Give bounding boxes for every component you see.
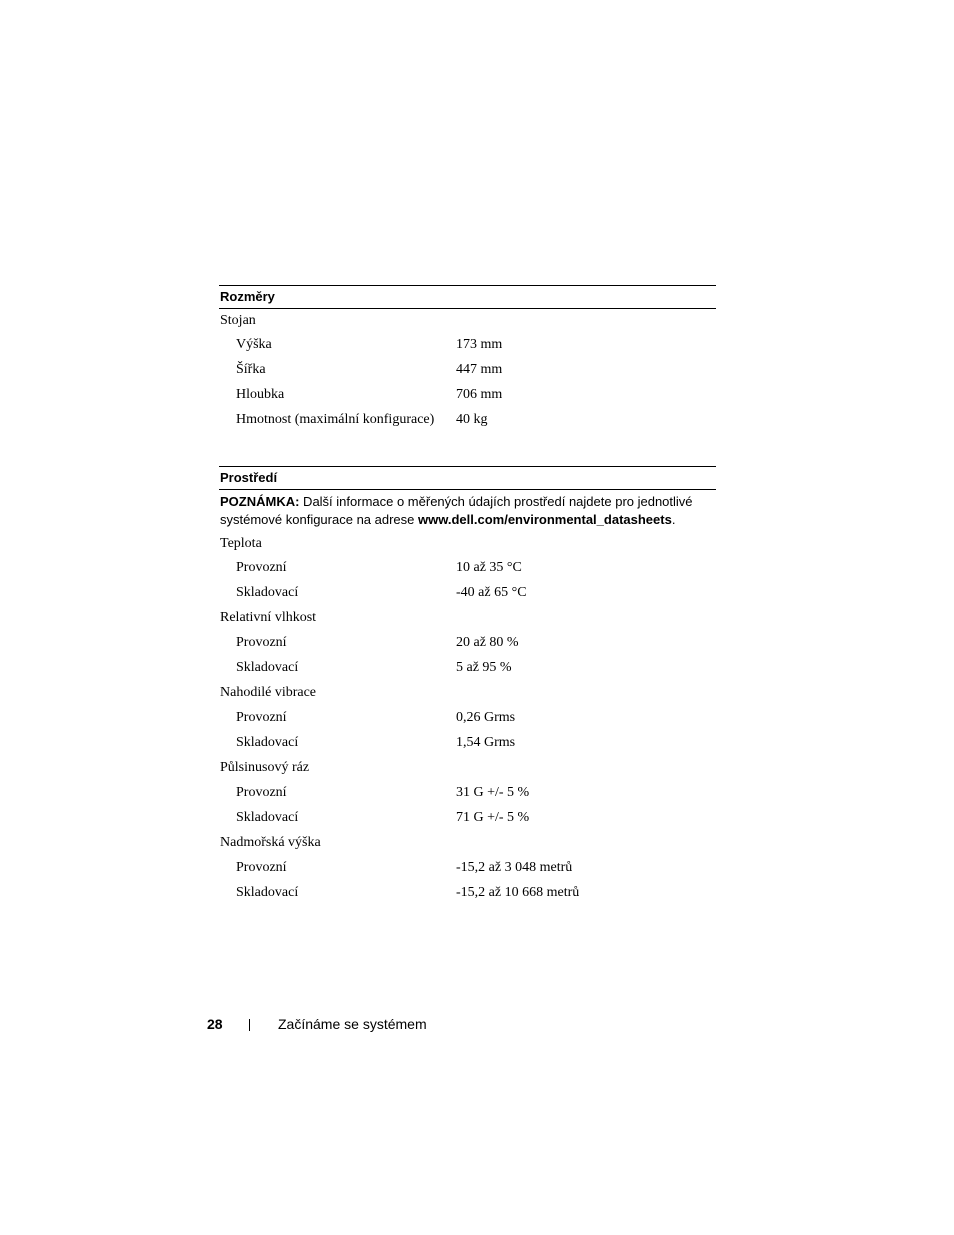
dimension-value-width: 447 mm: [456, 362, 503, 377]
env-label-shock-storage: Skladovací: [236, 810, 299, 825]
env-label-altitude-storage: Skladovací: [236, 885, 299, 900]
env-value-humidity-operating: 20 až 80 %: [456, 635, 519, 650]
dimension-label-weight: Hmotnost (maximální konfigurace): [236, 412, 435, 427]
env-group-humidity: Relativní vlhkost: [220, 610, 317, 625]
note-text: Další informace o měřených údajích prostředí najdete pro jednotlivé systémové konfigurace na adrese: [220, 494, 693, 527]
env-value-temp-storage: -40 až 65 °C: [456, 585, 527, 600]
env-value-humidity-storage: 5 až 95 %: [456, 660, 512, 675]
env-label-temp-operating: Provozní: [236, 560, 287, 575]
note-link[interactable]: www.dell.com/environmental_datasheets: [418, 512, 672, 527]
footer-separator: [249, 1019, 250, 1031]
dimension-label-width: Šířka: [236, 362, 266, 377]
env-label-humidity-storage: Skladovací: [236, 660, 299, 675]
env-value-shock-storage: 71 G +/- 5 %: [456, 810, 530, 825]
env-group-temperature: Teplota: [220, 536, 262, 551]
dimension-value-depth: 706 mm: [456, 387, 503, 402]
env-value-altitude-operating: -15,2 až 3 048 metrů: [456, 860, 573, 875]
env-label-shock-operating: Provozní: [236, 785, 287, 800]
env-value-vibration-operating: 0,26 Grms: [456, 710, 516, 725]
env-label-vibration-storage: Skladovací: [236, 735, 299, 750]
dimensions-group-stand: Stojan: [220, 313, 256, 328]
environment-note: [220, 493, 720, 529]
env-value-altitude-storage: -15,2 až 10 668 metrů: [456, 885, 580, 900]
env-label-altitude-operating: Provozní: [236, 860, 287, 875]
note-label: POZNÁMKA:: [220, 494, 300, 509]
dimension-value-weight: 40 kg: [456, 412, 488, 427]
note-text-end: .: [671, 512, 676, 527]
env-value-shock-operating: 31 G +/- 5 %: [456, 785, 530, 800]
env-value-vibration-storage: 1,54 Grms: [456, 735, 516, 750]
footer-title: Začínáme se systémem: [278, 1016, 427, 1032]
page-number: 28: [207, 1016, 223, 1032]
env-value-temp-operating: 10 až 35 °C: [456, 560, 522, 575]
env-group-shock: Půlsinusový ráz: [220, 760, 310, 775]
env-label-temp-storage: Skladovací: [236, 585, 299, 600]
env-group-vibration: Nahodilé vibrace: [220, 685, 317, 700]
dimension-label-height: Výška: [236, 337, 272, 352]
env-label-vibration-operating: Provozní: [236, 710, 287, 725]
dimension-value-height: 173 mm: [456, 337, 503, 352]
env-label-humidity-operating: Provozní: [236, 635, 287, 650]
dimension-label-depth: Hloubka: [236, 387, 285, 402]
dimensions-header: Rozměry: [219, 285, 716, 309]
env-group-altitude: Nadmořská výška: [220, 835, 321, 850]
environment-header: Prostředí: [219, 466, 716, 490]
